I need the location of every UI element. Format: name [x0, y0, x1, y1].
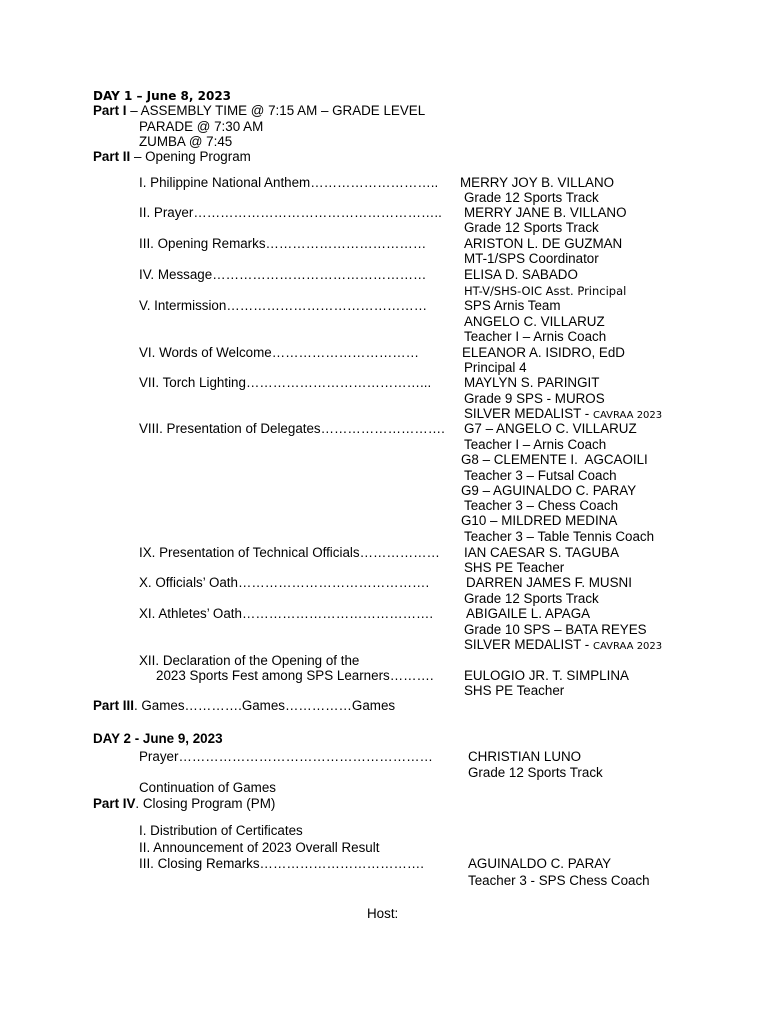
medal-text: SILVER MEDALIST - [464, 637, 593, 652]
program-person: MERRY JOY B. VILLANO [460, 175, 615, 190]
program-person: ELISA D. SABADO [464, 267, 578, 282]
part1-zumba: ZUMBA @ 7:45 [139, 134, 233, 149]
closing-item: II. Announcement of 2023 Overall Result [139, 840, 380, 855]
program-detail: Teacher 3 – Table Tennis Coach [464, 529, 655, 544]
program-person: ELEANOR A. ISIDRO, EdD [462, 345, 625, 360]
day2-prayer: Prayer………………………………………………… [139, 749, 433, 764]
program-detail: ANGELO C. VILLARUZ [464, 314, 605, 329]
part1-parade: PARADE @ 7:30 AM [139, 119, 264, 134]
part3-text: . Games………….Games……………Games [133, 698, 396, 713]
program-item-opening-remarks: III. Opening Remarks……………………………… [139, 236, 427, 251]
program-person: MERRY JANE B. VILLANO [464, 205, 627, 220]
program-detail: Grade 12 Sports Track [464, 220, 599, 235]
part1-label: Part I [93, 103, 127, 118]
program-detail: Grade 12 Sports Track [464, 591, 599, 606]
program-detail: G8 – CLEMENTE I. AGCAOILI [461, 452, 648, 467]
program-person: MAYLYN S. PARINGIT [464, 375, 600, 390]
program-detail: Teacher 3 – Futsal Coach [464, 468, 617, 483]
program-item-athletes-oath: XI. Athletes’ Oath……………………………………. [139, 606, 434, 621]
part3-line [93, 698, 395, 714]
program-person: DARREN JAMES F. MUSNI [466, 575, 632, 590]
program-detail: G9 – AGUINALDO C. PARAY [461, 483, 637, 498]
program-detail: G10 – MILDRED MEDINA [461, 513, 618, 528]
part1-text: – ASSEMBLY TIME @ 7:15 AM – GRADE LEVEL [126, 103, 426, 118]
part1-line [93, 103, 425, 119]
closing-remarks-person: AGUINALDO C. PARAY [468, 856, 612, 871]
program-detail: Teacher I – Arnis Coach [464, 437, 607, 452]
program-detail [464, 637, 662, 655]
program-item-officials-oath: X. Officials’ Oath……………………………………. [139, 575, 430, 590]
program-detail: MT-1/SPS Coordinator [464, 251, 599, 266]
program-item-technical-officials: IX. Presentation of Technical Officials……………… [139, 545, 440, 560]
day2-prayer-detail: Grade 12 Sports Track [468, 765, 603, 780]
program-detail: Grade 12 Sports Track [464, 190, 599, 205]
continuation-of-games: Continuation of Games [139, 780, 276, 795]
program-detail: Grade 9 SPS - MUROS [464, 391, 605, 406]
program-item-prayer: II. Prayer……………………………………………….. [139, 205, 442, 220]
medal-text: SILVER MEDALIST - [464, 406, 593, 421]
program-item-anthem: I. Philippine National Anthem……………………….. [139, 175, 439, 190]
program-item-declaration: XII. Declaration of the Opening of the [139, 653, 360, 668]
program-person: SPS Arnis Team [464, 298, 561, 313]
medal-event: CAVRAA 2023 [592, 410, 663, 421]
program-person: IAN CAESAR S. TAGUBA [464, 545, 620, 560]
program-item-intermission: V. Intermission……………………………………… [139, 298, 428, 313]
day2-prayer-person: CHRISTIAN LUNO [468, 749, 582, 764]
program-person: EULOGIO JR. T. SIMPLINA [464, 668, 629, 683]
program-detail: Grade 10 SPS – BATA REYES [464, 622, 647, 637]
program-item-declaration-line2: 2023 Sports Fest among SPS Learners………. [156, 668, 434, 683]
program-person: G7 – ANGELO C. VILLARUZ [464, 421, 637, 436]
program-item-message: IV. Message………………………………………… [139, 267, 427, 282]
day2-heading: DAY 2 - June 9, 2023 [93, 731, 223, 746]
program-item-welcome: VI. Words of Welcome…………………………… [139, 345, 420, 360]
day1-heading: DAY 1 – June 8, 2023 [93, 89, 232, 103]
host-label: Host: [367, 906, 399, 921]
part3-label: Part III [93, 698, 134, 713]
program-person: ABIGAILE L. APAGA [466, 606, 591, 621]
closing-item: I. Distribution of Certificates [139, 823, 303, 838]
part2-line [93, 149, 251, 165]
program-detail: Teacher 3 – Chess Coach [464, 498, 619, 513]
closing-remarks: III. Closing Remarks………………………………. [139, 856, 424, 871]
part2-label: Part II [93, 149, 131, 164]
closing-remarks-detail: Teacher 3 - SPS Chess Coach [468, 873, 650, 888]
part2-text: – Opening Program [130, 149, 251, 164]
program-item-delegates: VIII. Presentation of Delegates………………………. [139, 421, 445, 436]
program-detail: Principal 4 [464, 360, 527, 375]
program-item-torch-lighting: VII. Torch Lighting…………………………………... [139, 375, 432, 390]
part4-text: . Closing Program (PM) [135, 796, 276, 811]
part4-line [93, 796, 275, 812]
part4-label: Part IV [93, 796, 136, 811]
program-detail: SHS PE Teacher [464, 683, 565, 698]
medal-event: CAVRAA 2023 [592, 641, 663, 652]
program-detail: SHS PE Teacher [464, 560, 565, 575]
program-detail: Teacher I – Arnis Coach [464, 329, 607, 344]
program-detail: HT-V/SHS-OIC Asst. Principal [464, 284, 627, 298]
program-person: ARISTON L. DE GUZMAN [464, 236, 623, 251]
